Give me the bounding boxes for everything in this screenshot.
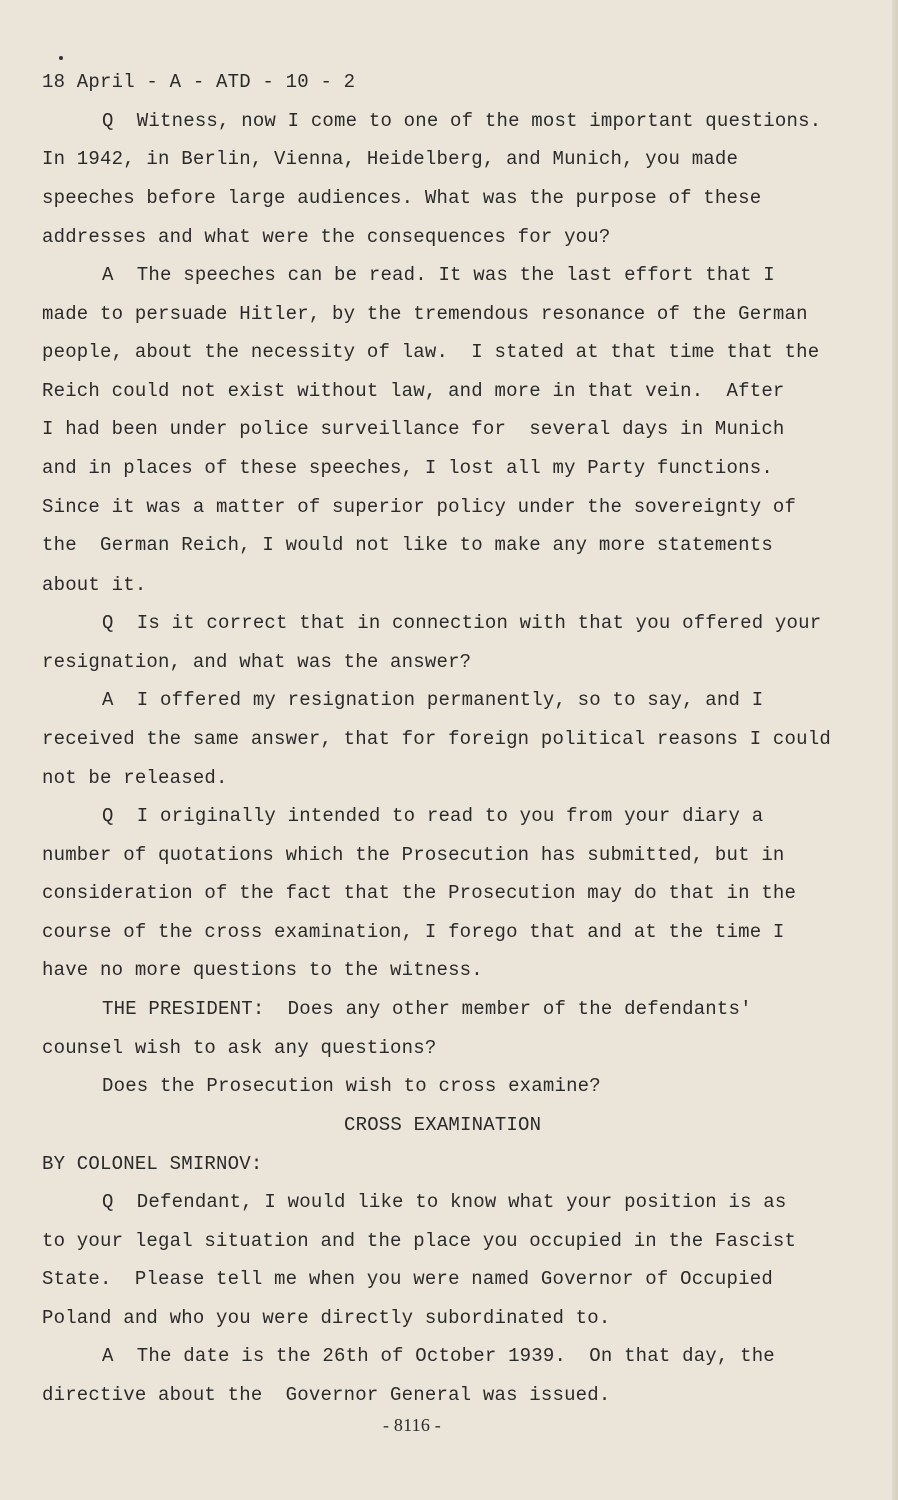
text-line: State. Please tell me when you were named Governor of Occupied: [42, 1268, 773, 1290]
text-line: Poland and who you were directly subordinated to.: [42, 1307, 611, 1329]
text-line: the German Reich, I would not like to make any more statements: [42, 534, 773, 556]
text-line: made to persuade Hitler, by the tremendous resonance of the German: [42, 303, 808, 325]
text-line: A I offered my resignation permanently, so to say, and I: [102, 689, 764, 711]
text-line: A The date is the 26th of October 1939. On that day, the: [102, 1345, 775, 1367]
examiner-heading: BY COLONEL SMIRNOV:: [42, 1153, 263, 1175]
ink-mark: [59, 56, 63, 60]
text-line: speeches before large audiences. What was the purpose of these: [42, 187, 762, 209]
text-line: about it.: [42, 574, 147, 596]
text-line: counsel wish to ask any questions?: [42, 1037, 437, 1059]
text-line: consideration of the fact that the Prosecution may do that in the: [42, 882, 797, 904]
section-heading: CROSS EXAMINATION: [344, 1114, 542, 1136]
text-line: Q Is it correct that in connection with that you offered your: [102, 612, 822, 634]
page-header: 18 April - A - ATD - 10 - 2: [42, 71, 356, 93]
page-edge: [892, 0, 898, 1500]
text-line: I had been under police surveillance for several days in Munich: [42, 418, 785, 440]
text-line: people, about the necessity of law. I stated at that time that the: [42, 341, 820, 363]
text-line: Q Defendant, I would like to know what your position is as: [102, 1191, 787, 1213]
text-line: THE PRESIDENT: Does any other member of the defendants': [102, 998, 752, 1020]
text-line: and in places of these speeches, I lost all my Party functions.: [42, 457, 773, 479]
text-line: to your legal situation and the place you occupied in the Fascist: [42, 1230, 797, 1252]
text-line: In 1942, in Berlin, Vienna, Heidelberg, and Munich, you made: [42, 148, 739, 170]
text-line: not be released.: [42, 767, 228, 789]
text-line: Reich could not exist without law, and more in that vein. After: [42, 380, 785, 402]
text-line: A The speeches can be read. It was the last effort that I: [102, 264, 775, 286]
text-line: Since it was a matter of superior policy under the sovereignty of: [42, 496, 797, 518]
text-line: course of the cross examination, I forego that and at the time I: [42, 921, 785, 943]
text-line: received the same answer, that for foreign political reasons I could: [42, 728, 831, 750]
text-line: Does the Prosecution wish to cross examine?: [102, 1075, 601, 1097]
text-line: directive about the Governor General was issued.: [42, 1384, 611, 1406]
text-line: number of quotations which the Prosecution has submitted, but in: [42, 844, 785, 866]
text-line: resignation, and what was the answer?: [42, 651, 472, 673]
page-number: - 8116 -: [383, 1415, 441, 1435]
text-line: Q Witness, now I come to one of the most important questions.: [102, 110, 822, 132]
text-line: Q I originally intended to read to you from your diary a: [102, 805, 764, 827]
text-line: have no more questions to the witness.: [42, 959, 483, 981]
text-line: addresses and what were the consequences for you?: [42, 226, 611, 248]
